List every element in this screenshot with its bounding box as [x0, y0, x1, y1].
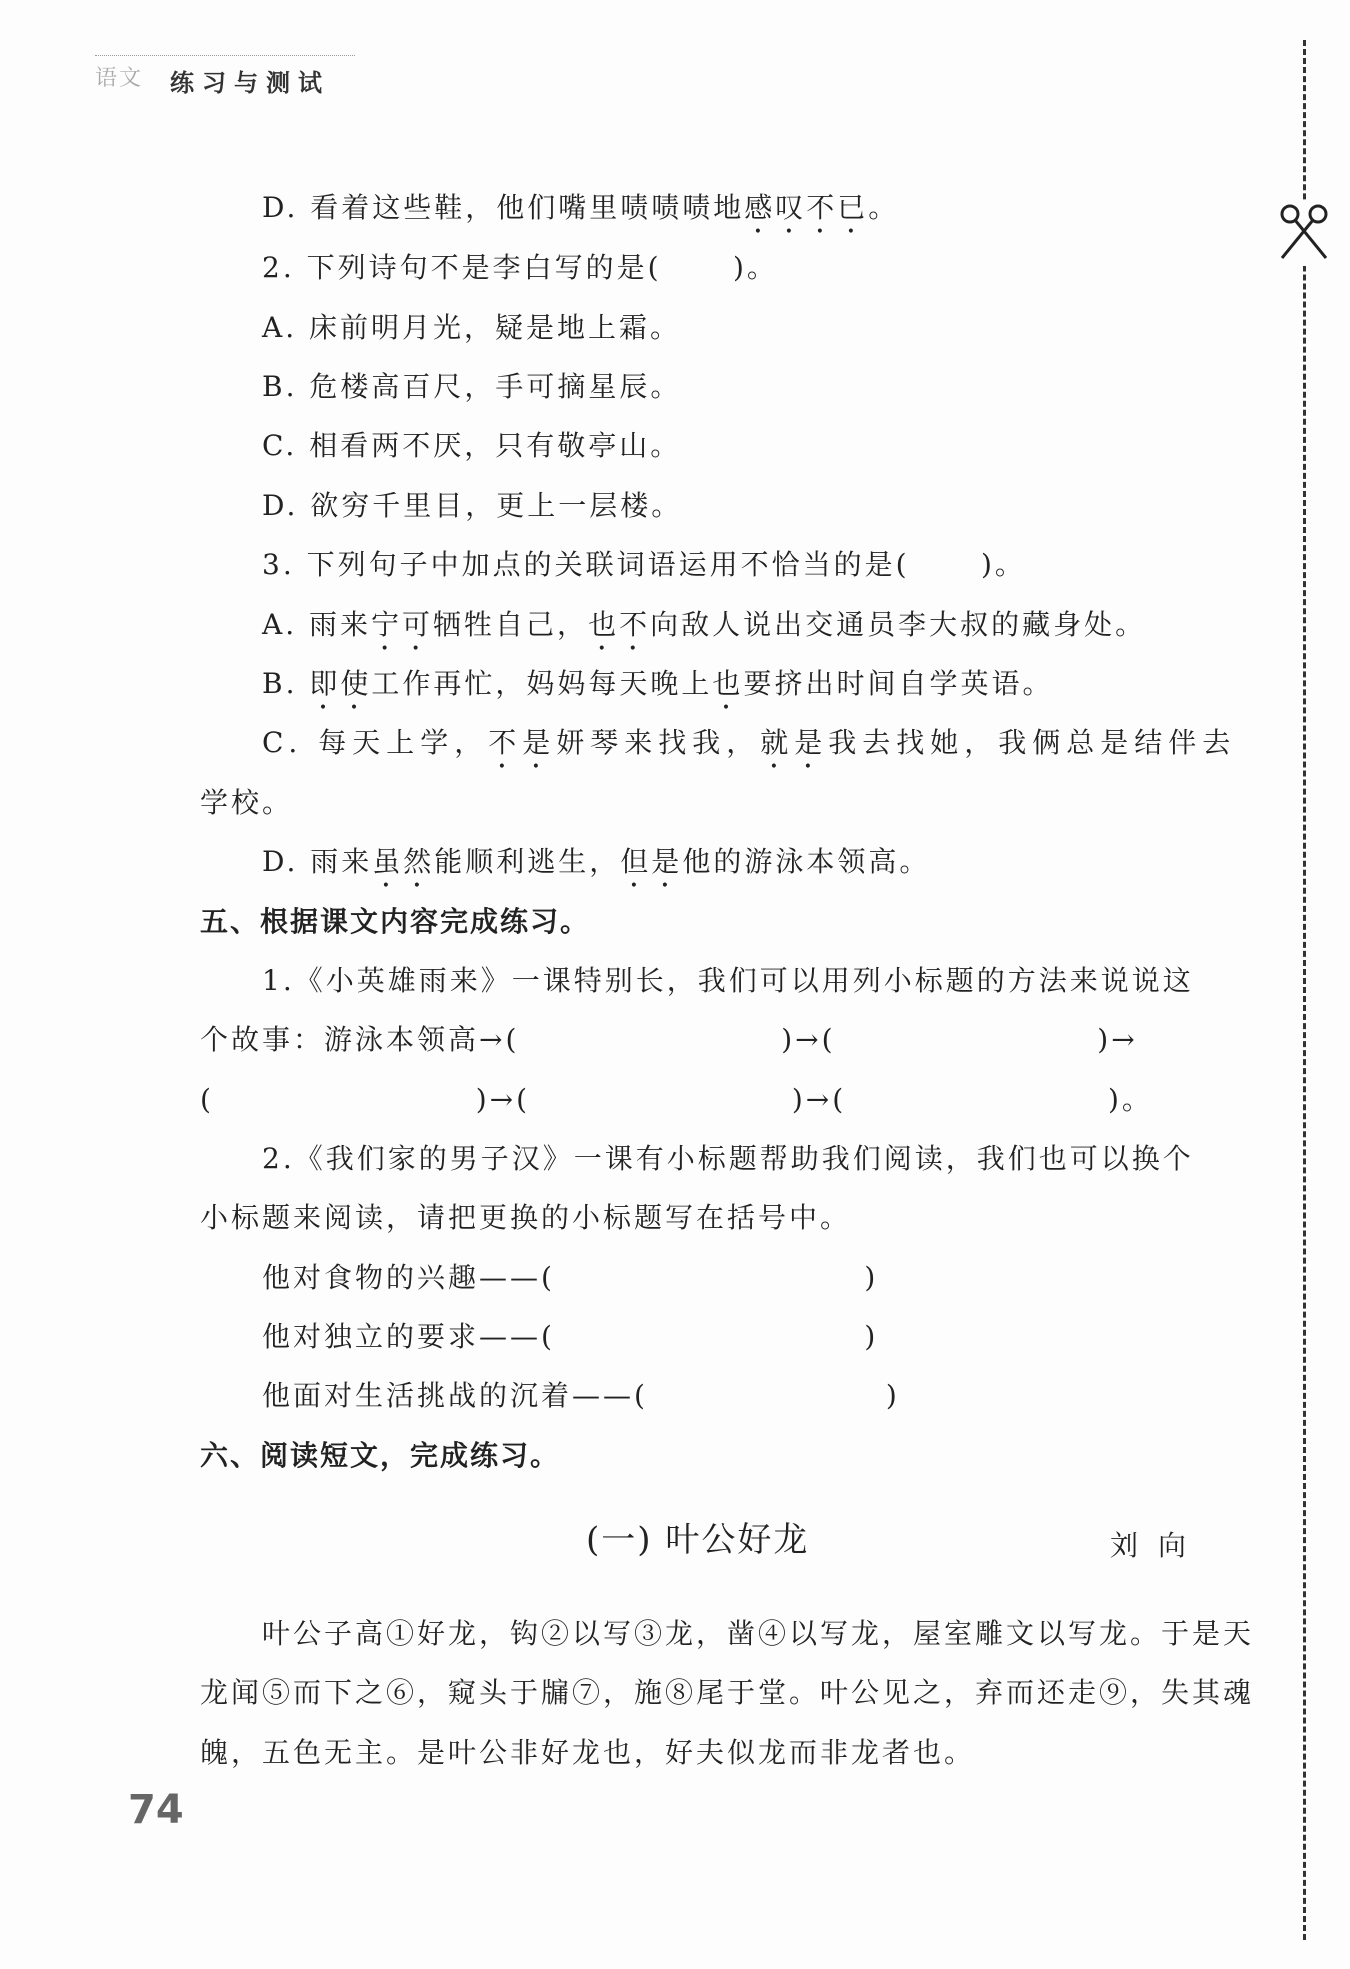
question-line: 2. 下列诗句不是李白写的是( )。: [262, 251, 778, 284]
option-line: A. 床前明月光，疑是地上霜。: [262, 311, 682, 344]
question-line: 1.《小英雄雨来》一课特别长，我们可以用列小标题的方法来说说这: [262, 964, 1194, 997]
passage-line: 龙闻⑤而下之⑥，窥头于牖⑦，施⑧尾于堂。叶公见之，弃而还走⑨，失其魂: [200, 1676, 1255, 1709]
text: 。: [868, 191, 900, 224]
option-line: [262, 723, 1236, 775]
answer-line: 他对食物的兴趣——( ): [262, 1261, 879, 1294]
passage-line: 叶公子高①好龙，钩②以写③龙，凿④以写龙，屋室雕文以写龙。于是天: [262, 1617, 1255, 1650]
passage-title: (一) 叶公好龙: [586, 1520, 810, 1560]
text: 妍琴来找我，: [556, 726, 761, 759]
text: 要挤出时间自学英语。: [743, 667, 1054, 700]
dotted-text: 但是: [620, 845, 683, 878]
question-line: 2.《我们家的男子汉》一课有小标题帮助我们阅读，我们也可以换个: [262, 1142, 1194, 1175]
text: D. 雨来: [262, 845, 373, 878]
dotted-text: 就是: [760, 726, 829, 759]
passage-author: 刘向: [1110, 1529, 1207, 1562]
option-line: B. 危楼高百尺，手可摘星辰。: [262, 370, 682, 403]
text: C. 每天上学，: [262, 726, 489, 759]
question-line: ( )→( )→( )。: [200, 1083, 1153, 1116]
option-line: [262, 605, 1146, 657]
dotted-text: 不是: [488, 726, 557, 759]
header-subject: 语文: [95, 66, 144, 91]
text: 他的游泳本领高。: [682, 845, 931, 878]
text: D. 看着这些鞋，他们嘴里啧啧啧地: [262, 191, 745, 224]
option-line: [262, 188, 899, 240]
dotted-text: 也: [712, 667, 744, 700]
text: 能顺利逃生，: [434, 845, 621, 878]
page-header: [95, 55, 355, 95]
dotted-text: 感叹不已: [744, 191, 869, 224]
question-line: 小标题来阅读，请把更换的小标题写在括号中。: [200, 1201, 852, 1234]
text: 工作再忙，妈妈每天晚上: [371, 667, 713, 700]
text: 我去找她，我俩总是结伴去: [828, 726, 1237, 759]
option-line: D. 欲穷千里目，更上一层楼。: [262, 489, 683, 522]
option-line: 学校。: [200, 786, 294, 819]
text: 牺牲自己，: [433, 608, 589, 641]
section-heading: 五、根据课文内容完成练习。: [200, 905, 591, 938]
text: B.: [262, 667, 310, 700]
section-heading: 六、阅读短文，完成练习。: [200, 1439, 561, 1472]
dotted-text: 虽然: [372, 845, 435, 878]
dotted-text: 也不: [588, 608, 651, 641]
scissors-icon: [1276, 200, 1332, 266]
header-title: 练习与测试: [170, 69, 330, 97]
option-line: [262, 664, 1053, 716]
question-line: 个故事：游泳本领高→( )→( )→: [200, 1023, 1138, 1056]
dotted-text: 即使: [309, 667, 372, 700]
cut-line: [1303, 40, 1306, 1940]
option-line: C. 相看两不厌，只有敬亭山。: [262, 429, 682, 462]
answer-line: 他对独立的要求——( ): [262, 1320, 879, 1353]
dotted-text: 宁可: [371, 608, 434, 641]
question-line: 3. 下列句子中加点的关联词语运用不恰当的是( )。: [262, 548, 1026, 581]
page-number: 74: [128, 1787, 184, 1833]
answer-line: 他面对生活挑战的沉着——( ): [262, 1379, 900, 1412]
text: 向敌人说出交通员李大叔的藏身处。: [650, 608, 1147, 641]
text: A. 雨来: [262, 608, 372, 641]
passage-line: 魄，五色无主。是叶公非好龙也，好夫似龙而非龙者也。: [200, 1736, 976, 1769]
option-line: [262, 842, 930, 894]
